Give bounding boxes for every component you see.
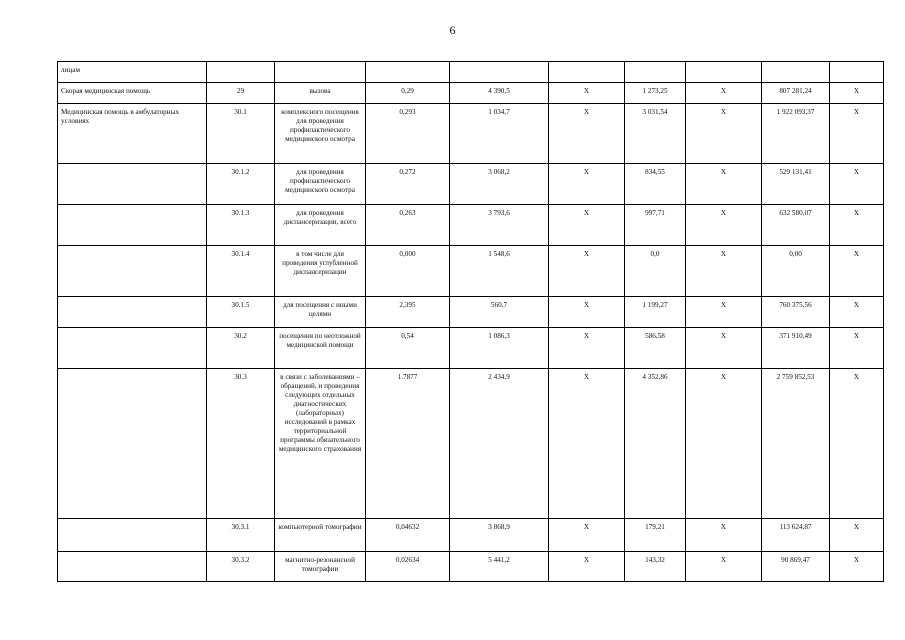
table-row <box>58 297 884 328</box>
table-cell: 143,32 <box>625 552 686 582</box>
table-cell: 2,395 <box>366 297 450 328</box>
table-cell: вызова <box>275 83 366 104</box>
table-cell: Х <box>830 297 884 328</box>
table-cell <box>762 62 830 83</box>
table-cell <box>830 62 884 83</box>
table-cell: 3 868,9 <box>450 519 549 552</box>
table-cell: Х <box>686 246 762 297</box>
table-cell: Х <box>686 519 762 552</box>
table-cell <box>58 246 207 297</box>
table-row <box>58 328 884 369</box>
table-cell: для проведения профилактического медицинского осмотра <box>275 164 366 205</box>
table-cell: Х <box>830 328 884 369</box>
table-cell: 1 273,25 <box>625 83 686 104</box>
table-cell: Х <box>549 104 625 164</box>
table-cell: 30.1.3 <box>207 205 275 246</box>
table-cell: Х <box>830 246 884 297</box>
table-cell: 1 034,7 <box>450 104 549 164</box>
table-cell: 30.3.1 <box>207 519 275 552</box>
table-cell <box>450 62 549 83</box>
tariff-table <box>57 61 884 582</box>
table-cell: 5 441,2 <box>450 552 549 582</box>
table-cell: комплексного посещения для проведения профилактического медицинского осмотра <box>275 104 366 164</box>
table-cell: лицам <box>58 62 207 83</box>
table-cell: 586,58 <box>625 328 686 369</box>
table-cell: 0,0 <box>625 246 686 297</box>
table-cell: Х <box>686 297 762 328</box>
table-cell: магнитно-резонансной томографии <box>275 552 366 582</box>
table-cell: Х <box>549 205 625 246</box>
table-cell: 0,29 <box>366 83 450 104</box>
table-cell <box>366 62 450 83</box>
table-cell: Х <box>549 552 625 582</box>
table-row <box>58 205 884 246</box>
table-cell: 371 910,49 <box>762 328 830 369</box>
table-cell: Х <box>686 205 762 246</box>
table-cell: Х <box>830 205 884 246</box>
table-cell: 3 031,54 <box>625 104 686 164</box>
table-cell: Х <box>830 552 884 582</box>
table-cell: 90 869,47 <box>762 552 830 582</box>
table-cell: Х <box>830 83 884 104</box>
table-cell <box>549 62 625 83</box>
table-cell: 997,71 <box>625 205 686 246</box>
table-cell: Х <box>830 164 884 205</box>
table-cell: 0,00 <box>762 246 830 297</box>
table-cell: Х <box>549 246 625 297</box>
table-cell: 0,293 <box>366 104 450 164</box>
table-cell: 0,54 <box>366 328 450 369</box>
table-row <box>58 519 884 552</box>
table-cell: 807 281,24 <box>762 83 830 104</box>
table-cell: Х <box>549 164 625 205</box>
table-cell: Х <box>549 328 625 369</box>
table-cell: компьютерной томографии <box>275 519 366 552</box>
table-cell: 30.3.2 <box>207 552 275 582</box>
table-row <box>58 62 884 83</box>
table-cell <box>207 62 275 83</box>
table-row <box>58 369 884 519</box>
table-cell: 529 131,41 <box>762 164 830 205</box>
table-row <box>58 83 884 104</box>
table-cell <box>58 552 207 582</box>
table-cell: Х <box>549 297 625 328</box>
table-cell: 30.1.2 <box>207 164 275 205</box>
table-cell: Х <box>686 164 762 205</box>
table-cell: 0,272 <box>366 164 450 205</box>
table-cell: 4 352,86 <box>625 369 686 519</box>
table-cell: 29 <box>207 83 275 104</box>
table-cell: 30.3 <box>207 369 275 519</box>
table-cell: Х <box>830 104 884 164</box>
table-cell: 2 434,9 <box>450 369 549 519</box>
table-cell <box>58 328 207 369</box>
table-cell <box>58 164 207 205</box>
table-cell: Х <box>549 83 625 104</box>
table-cell: 3 793,6 <box>450 205 549 246</box>
table-cell <box>58 297 207 328</box>
table-cell: Медицинская помощь в амбулаторных условиях <box>58 104 207 164</box>
table-row <box>58 164 884 205</box>
table-cell: Х <box>686 83 762 104</box>
table-cell: 0,000 <box>366 246 450 297</box>
table-cell: Х <box>830 519 884 552</box>
table-cell: 30.1 <box>207 104 275 164</box>
table-cell: 1 548,6 <box>450 246 549 297</box>
table-cell: 2 759 852,53 <box>762 369 830 519</box>
table-cell <box>686 62 762 83</box>
table-cell: 3 068,2 <box>450 164 549 205</box>
table-cell: 0,04632 <box>366 519 450 552</box>
table-cell: для посещения с иными целями <box>275 297 366 328</box>
table-cell: 1 922 093,37 <box>762 104 830 164</box>
table-cell: 560,7 <box>450 297 549 328</box>
table-cell: Х <box>549 369 625 519</box>
table-row <box>58 552 884 582</box>
table-cell: 30.1.4 <box>207 246 275 297</box>
table-cell: 834,55 <box>625 164 686 205</box>
table-cell: 113 624,87 <box>762 519 830 552</box>
table-cell <box>58 519 207 552</box>
table-cell <box>275 62 366 83</box>
table-cell <box>58 369 207 519</box>
table-cell: в связи с заболеваниями – обращений, и проведения следующих отдельных диагностических (лабораторных) исследований в рамках территориальной программы обязательного медицинского страхования <box>275 369 366 519</box>
table-cell: 30.1.5 <box>207 297 275 328</box>
table-cell: 632 580,07 <box>762 205 830 246</box>
table-cell: 179,21 <box>625 519 686 552</box>
table-cell: Х <box>686 104 762 164</box>
page-number: 6 <box>449 23 456 37</box>
table-row <box>58 104 884 164</box>
table-cell: Х <box>686 552 762 582</box>
table-cell <box>625 62 686 83</box>
table-cell: Скорая медицинская помощь <box>58 83 207 104</box>
table-cell: 1 086,3 <box>450 328 549 369</box>
table-cell: 0,02634 <box>366 552 450 582</box>
table-cell: для проведения диспансеризации, всего <box>275 205 366 246</box>
table-cell: посещения по неотложной медицинской помощи <box>275 328 366 369</box>
table-cell: 0,263 <box>366 205 450 246</box>
table-cell: Х <box>686 328 762 369</box>
table-cell <box>58 205 207 246</box>
table-cell: Х <box>830 369 884 519</box>
table-cell: 1 199,27 <box>625 297 686 328</box>
table-row <box>58 246 884 297</box>
table-cell: Х <box>549 519 625 552</box>
table-cell: 760 375,56 <box>762 297 830 328</box>
table-cell: 1.7877 <box>366 369 450 519</box>
table-cell: 30.2 <box>207 328 275 369</box>
table-cell: Х <box>686 369 762 519</box>
table-cell: 4 390,5 <box>450 83 549 104</box>
table-cell: в том числе для проведения углубленной диспансеризации <box>275 246 366 297</box>
